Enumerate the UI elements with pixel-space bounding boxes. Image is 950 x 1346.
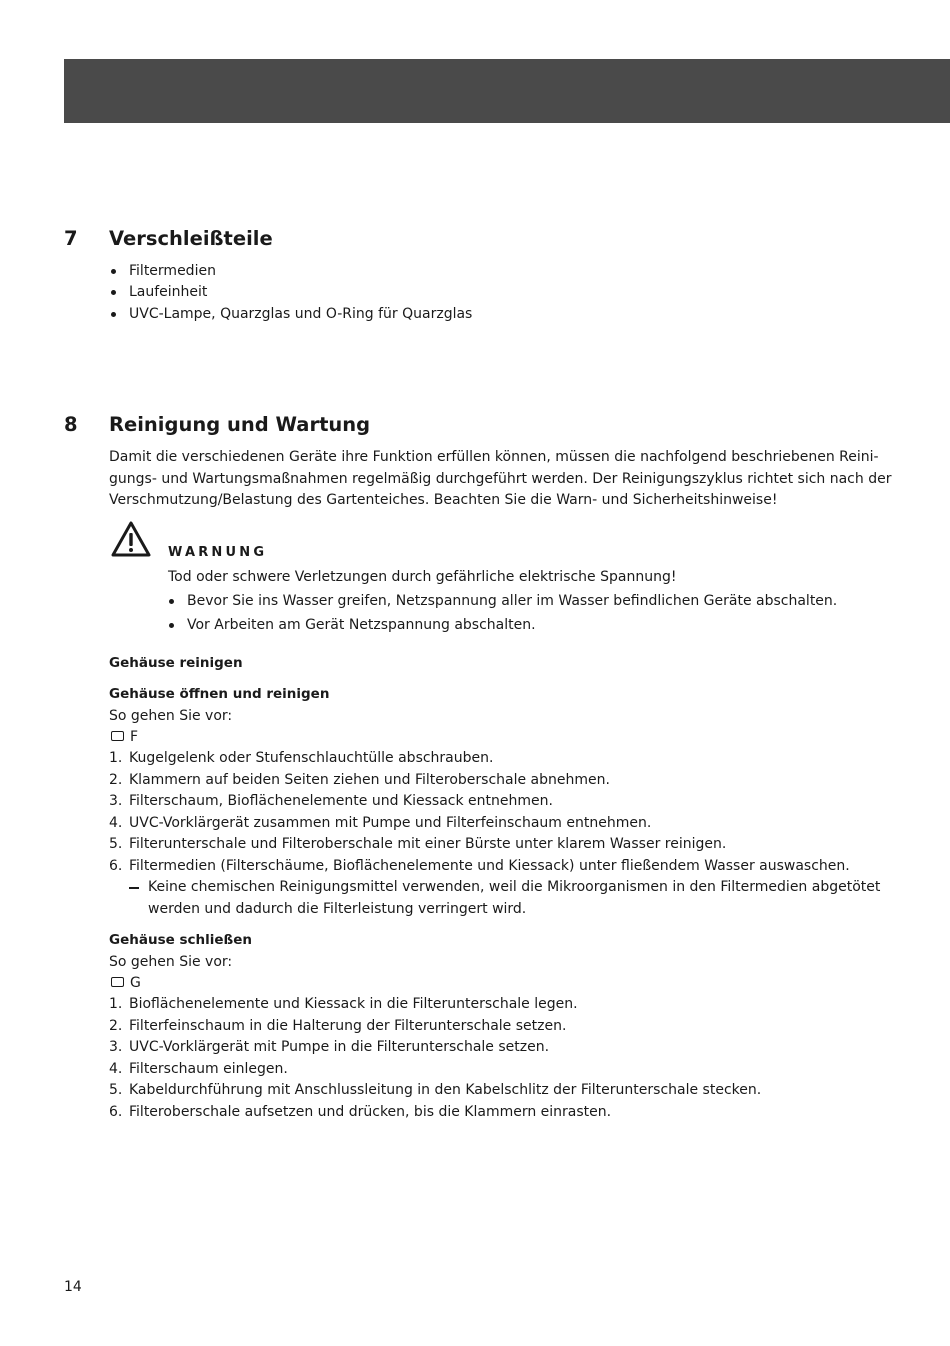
paragraph-line: Verschmutzung/Belastung des Gartenteiches. Beachten Sie die Warn- und Sicherheitshinweise! [109,492,778,508]
figure-reference: G [130,975,141,991]
figure-reference-icon [111,977,124,987]
step-number: 4. [109,815,123,831]
section-title: Reinigung und Wartung [109,413,371,436]
subsection-heading: Gehäuse reinigen [109,655,243,671]
step-number: 4. [109,1061,123,1077]
step-number: 2. [109,1018,123,1034]
note-line: Keine chemischen Reinigungsmittel verwenden, weil die Mikroorganismen in den Filtermedien abgetötet [148,879,881,895]
step-text: UVC-Vorklärgerät mit Pumpe in die Filterunterschale setzen. [129,1039,550,1055]
warning-text: Tod oder schwere Verletzungen durch gefährliche elektrische Spannung! [168,569,677,585]
step-number: 2. [109,772,123,788]
step-number: 5. [109,836,123,852]
step-text: Filterschaum, Bioflächenelemente und Kiessack entnehmen. [129,793,553,809]
warning-title: WARNUNG [168,545,268,560]
step-number: 5. [109,1082,123,1098]
instruction-intro: So gehen Sie vor: [109,708,233,724]
step-text: Bioflächenelemente und Kiessack in die Filterunterschale legen. [129,996,578,1012]
section-title: Verschleißteile [109,227,273,250]
step-number: 1. [109,750,123,766]
figure-reference-icon [111,731,124,741]
step-text: Filtermedien (Filterschäume, Bioflächenelemente und Kiessack) unter fließendem Wasser auswaschen. [129,858,850,874]
subsection-heading: Gehäuse schließen [109,932,252,948]
step-number: 6. [109,1104,123,1120]
note-line: werden und dadurch die Filterleistung verringert wird. [148,901,527,917]
page-number: 14 [64,1279,82,1295]
bullet-dot [169,599,174,604]
step-text: Filterunterschale und Filteroberschale mit einer Bürste unter klarem Wasser reinigen. [129,836,727,852]
warning-triangle-icon [110,520,152,558]
warning-bullet: Vor Arbeiten am Gerät Netzspannung abschalten. [187,617,536,633]
bullet-dot [111,269,116,274]
section-number: 8 [64,413,78,436]
figure-reference: F [130,729,139,745]
list-item: UVC-Lampe, Quarzglas und O-Ring für Quarzglas [129,306,473,322]
step-text: UVC-Vorklärgerät zusammen mit Pumpe und Filterfeinschaum entnehmen. [129,815,652,831]
paragraph-line: Damit die verschiedenen Geräte ihre Funktion erfüllen können, müssen die nachfolgend beschriebenen Reini- [109,449,879,465]
bullet-dot [111,290,116,295]
bullet-dot [111,312,116,317]
warning-bullet: Bevor Sie ins Wasser greifen, Netzspannung aller im Wasser befindlichen Geräte abschalten. [187,593,838,609]
list-item: Filtermedien [129,263,216,279]
step-text: Filterfeinschaum in die Halterung der Filterunterschale setzen. [129,1018,567,1034]
section-number: 7 [64,227,78,250]
list-item: Laufeinheit [129,284,208,300]
bullet-dot [169,623,174,628]
subsection-heading: Gehäuse öffnen und reinigen [109,686,330,702]
step-number: 3. [109,1039,123,1055]
step-number: 1. [109,996,123,1012]
step-text: Filterschaum einlegen. [129,1061,288,1077]
paragraph-line: gungs- und Wartungsmaßnahmen regelmäßig durchgeführt werden. Der Reinigungszyklus richtet sich nach der [109,470,892,487]
step-text: Kugelgelenk oder Stufenschlauchtülle abschrauben. [129,750,494,766]
step-text: Filteroberschale aufsetzen und drücken, bis die Klammern einrasten. [129,1104,612,1120]
dash-bullet [129,887,139,889]
instruction-intro: So gehen Sie vor: [109,954,233,970]
step-number: 6. [109,858,123,874]
step-number: 3. [109,793,123,809]
header-bar [64,59,950,123]
intro-paragraph [109,447,899,512]
step-text: Kabeldurchführung mit Anschlussleitung in den Kabelschlitz der Filterunterschale stecken. [129,1082,762,1098]
step-text: Klammern auf beiden Seiten ziehen und Filteroberschale abnehmen. [129,772,610,788]
